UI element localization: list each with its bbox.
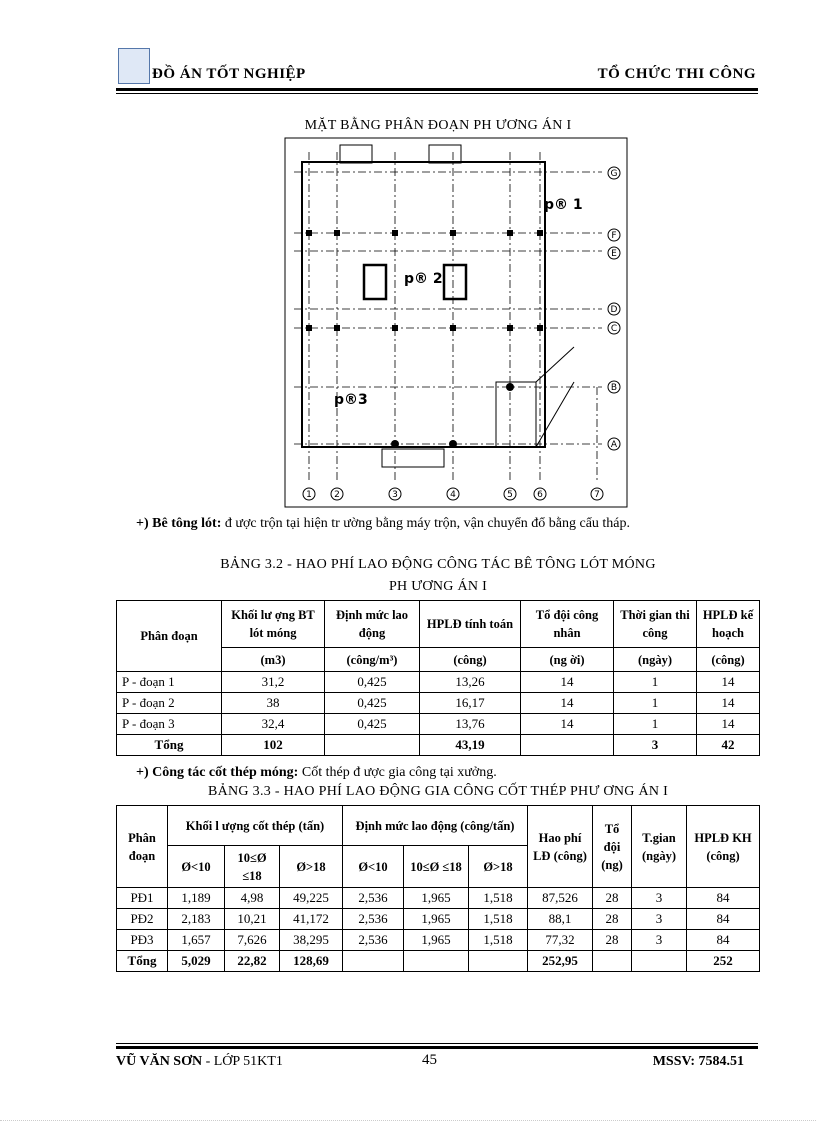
header-rule — [116, 88, 758, 91]
col-dinh-muc: Định mức lao động (công/tấn) — [343, 806, 528, 846]
svg-text:2: 2 — [334, 490, 340, 500]
table-row: P - đoạn 1 31,2 0,425 13,26 14 1 14 — [117, 672, 760, 693]
svg-text:6: 6 — [537, 490, 543, 500]
figure-title: MẶT BẰNG PHÂN ĐOẠN PH ƯƠNG ÁN I — [304, 118, 572, 133]
unit-cell: (công) — [420, 648, 521, 672]
university-logo — [118, 48, 150, 84]
col-hpld-ke-hoach: HPLĐ kế hoạch — [697, 601, 760, 648]
table-total-row: Tổng 102 43,19 3 42 — [117, 735, 760, 756]
table2-title: BẢNG 3.3 - HAO PHÍ LAO ĐỘNG GIA CÔNG CỐT THÉP PHƯ ƠNG ÁN I — [207, 784, 669, 799]
table-bang-3-3 — [116, 805, 760, 972]
col-to-doi: Tổ đội (ng) — [593, 806, 632, 888]
table-row: P - đoạn 2 38 0,425 16,17 14 1 14 — [117, 693, 760, 714]
svg-text:1: 1 — [306, 490, 312, 500]
header-rule-thin — [116, 93, 758, 94]
axis-7 — [591, 488, 603, 500]
segment-label-1: p® 2 — [404, 271, 443, 287]
footer-rule-thin — [116, 1043, 758, 1044]
unit-cell: (m3) — [222, 648, 325, 672]
axis-b — [608, 381, 620, 393]
axis-1 — [303, 488, 315, 500]
svg-text:A: A — [610, 440, 618, 450]
svg-text:G: G — [610, 169, 618, 179]
svg-text:C: C — [610, 324, 618, 334]
svg-text:D: D — [610, 305, 618, 315]
table1-title-line2: PH ƯƠNG ÁN I — [388, 579, 488, 594]
sub-col: Ø>18 — [469, 846, 528, 888]
axis-c — [608, 322, 620, 334]
axis-g — [608, 167, 620, 179]
col-khoi-luong-cot-thep: Khối l ượng cốt thép (tấn) — [168, 806, 343, 846]
header-title-right: TỔ CHỨC THI CÔNG — [597, 66, 756, 82]
header-title-left: ĐỒ ÁN TỐT NGHIỆP — [152, 66, 306, 82]
segment-label-2: p® 1 — [544, 197, 583, 213]
col-to-doi: Tổ đội công nhân — [521, 601, 614, 648]
sub-col: 10≤Ø ≤18 — [225, 846, 280, 888]
col-khoi-luong: Khối lư ợng BT lót móng — [222, 601, 325, 648]
unit-cell: (ng ời) — [521, 648, 614, 672]
svg-text:B: B — [610, 383, 618, 393]
axis-e — [608, 247, 620, 259]
segment-label-3: p®3 — [334, 392, 368, 408]
svg-text:F: F — [611, 231, 617, 241]
axis-a — [608, 438, 620, 450]
unit-cell: (ngày) — [614, 648, 697, 672]
axis-3 — [389, 488, 401, 500]
sub-col: Ø<10 — [168, 846, 225, 888]
col-dinh-muc: Định mức lao động — [325, 601, 420, 648]
svg-text:7: 7 — [594, 490, 600, 500]
sub-col: Ø>18 — [280, 846, 343, 888]
footer-rule — [116, 1046, 758, 1049]
paragraph-cot-thep: +) Công tác cốt thép móng: Cốt thép đ ược gia công tại xưởng. — [136, 765, 497, 780]
axis-2 — [331, 488, 343, 500]
table-row: P - đoạn 3 32,4 0,425 13,76 14 1 14 — [117, 714, 760, 735]
col-hpld-tinh-toan: HPLĐ tính toán — [420, 601, 521, 648]
svg-text:5: 5 — [507, 490, 513, 500]
table-row: PĐ3 1,657 7,626 38,295 2,536 1,965 1,518 77,32 28 3 84 — [117, 930, 760, 951]
axis-6 — [534, 488, 546, 500]
table-bang-3-2 — [116, 600, 760, 756]
page-number: 45 — [422, 1052, 437, 1068]
col-hao-phi: Hao phí LĐ (công) — [528, 806, 593, 888]
page-edge — [0, 1120, 816, 1121]
col-phan-doan: Phân đoạn — [117, 601, 222, 672]
footer-mssv: MSSV: 7584.51 — [652, 1054, 744, 1069]
floor-plan-drawing — [284, 137, 629, 509]
axis-f — [608, 229, 620, 241]
table-row: PĐ1 1,189 4,98 49,225 2,536 1,965 1,518 87,526 28 3 84 — [117, 888, 760, 909]
svg-text:3: 3 — [392, 490, 398, 500]
table-total-row: Tổng 5,029 22,82 128,69 252,95 252 — [117, 951, 760, 972]
table-row: PĐ2 2,183 10,21 41,172 2,536 1,965 1,518 88,1 28 3 84 — [117, 909, 760, 930]
col-hpld-kh: HPLĐ KH (công) — [687, 806, 760, 888]
sub-col: Ø<10 — [343, 846, 404, 888]
unit-cell: (công) — [697, 648, 760, 672]
table1-title: BẢNG 3.2 - HAO PHÍ LAO ĐỘNG CÔNG TÁC BÊ TÔNG LÓT MÓNG — [220, 557, 656, 572]
svg-text:4: 4 — [450, 490, 456, 500]
axis-5 — [504, 488, 516, 500]
col-phan-doan: Phân đoạn — [117, 806, 168, 888]
col-thoi-gian: Thời gian thi công — [614, 601, 697, 648]
paragraph-be-tong-lot: +) Bê tông lót: đ ược trộn tại hiện tr ường bằng máy trộn, vận chuyển đổ bằng cẩu tháp. — [136, 516, 631, 531]
col-t-gian: T.gian (ngày) — [632, 806, 687, 888]
axis-d — [608, 303, 620, 315]
footer-author: VŨ VĂN SƠN - LỚP 51KT1 — [116, 1054, 283, 1069]
svg-text:E: E — [611, 249, 617, 259]
sub-col: 10≤Ø ≤18 — [404, 846, 469, 888]
unit-cell: (công/m³) — [325, 648, 420, 672]
axis-4 — [447, 488, 459, 500]
